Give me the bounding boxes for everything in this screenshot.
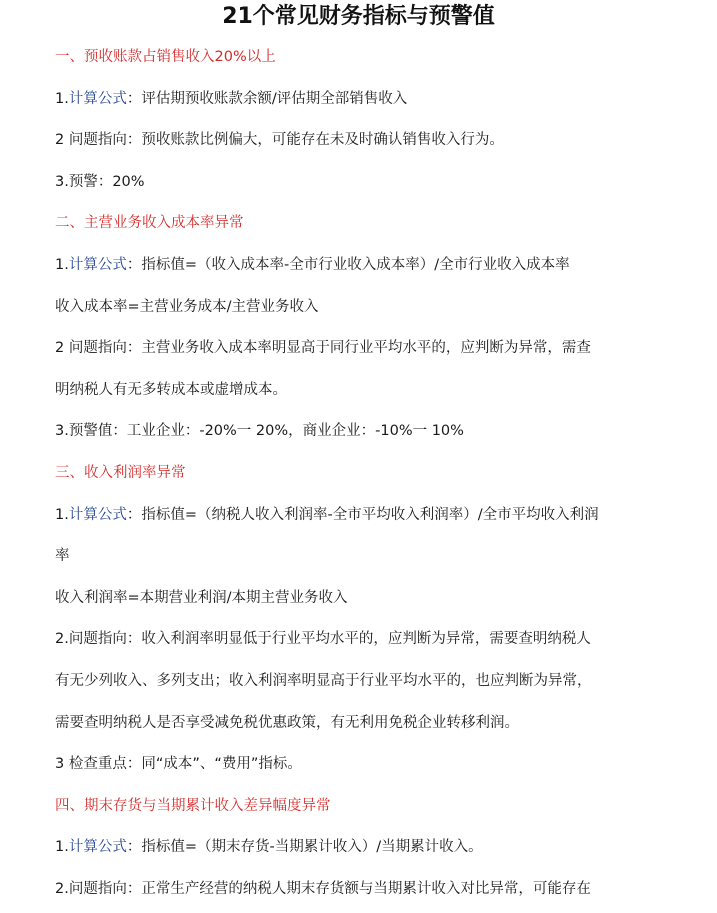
text-line: 需要查明纳税人是否享受减免税优惠政策，有无利用免税企业转移利润。 [55,714,519,731]
formula-line [55,495,705,537]
document-body [55,37,705,910]
section-heading: 二、主营业务收入成本率异常 [55,215,244,232]
text-line: 明纳税人有无多转成本或虚增成本。 [55,381,287,398]
text-line: 率 [55,548,70,565]
formula-label: 计算公式 [68,506,127,523]
text-line: 3.预警值：工业企业：-20%一 20%，商业企业：-10%一 10% [55,423,464,440]
formula-label: 计算公式 [68,90,127,107]
document-title: 21个常见财务指标与预警值 [222,4,495,29]
text-line: 有无少列收入、多列支出；收入利润率明显高于行业平均水平的，也应判断为异常， [55,672,592,689]
section-heading: 一、预收账款占销售收入20%以上 [55,49,276,65]
text-line: 3.预警：20% [55,173,145,190]
formula-text: ：指标值=（期末存货-当期累计收入）/当期累计收入。 [126,839,483,856]
formula-line [55,245,705,287]
formula-line [55,79,705,121]
item-number: 1. [55,90,69,107]
formula-text: ：指标值=（收入成本率-全市行业收入成本率）/全市行业收入成本率 [126,256,570,273]
formula-label: 计算公式 [68,839,127,856]
item-number: 1. [55,839,69,856]
item-number: 1. [55,256,69,273]
text-line: 2 问题指向：主营业务收入成本率明显高于同行业平均水平的，应判断为异常，需查 [55,340,591,357]
text-line: 3 检查重点：同“成本”、“费用”指标。 [55,756,302,773]
formula-label: 计算公式 [68,256,127,273]
section-heading: 三、收入利润率异常 [55,464,186,481]
item-number: 1. [55,506,69,523]
text-line: 2 问题指向：预收账款比例偏大，可能存在未及时确认销售收入行为。 [55,132,504,149]
text-line: 2.问题指向：收入利润率明显低于行业平均水平的，应判断为异常，需要查明纳税人 [55,631,591,648]
text-line: 收入成本率=主营业务成本/主营业务收入 [55,298,319,315]
formula-line [55,827,705,869]
section-heading: 四、期末存货与当期累计收入差异幅度异常 [55,797,331,814]
formula-text: ：指标值=（纳税人收入利润率-全市平均收入利润率）/全市平均收入利润 [126,506,599,523]
formula-text: ：评估期预收账款余额/评估期全部销售收入 [126,90,408,107]
text-line: 收入利润率=本期营业利润/本期主营业务收入 [55,589,348,606]
text-line: 2.问题指向：正常生产经营的纳税人期末存货额与当期累计收入对比异常，可能存在 [55,880,591,897]
